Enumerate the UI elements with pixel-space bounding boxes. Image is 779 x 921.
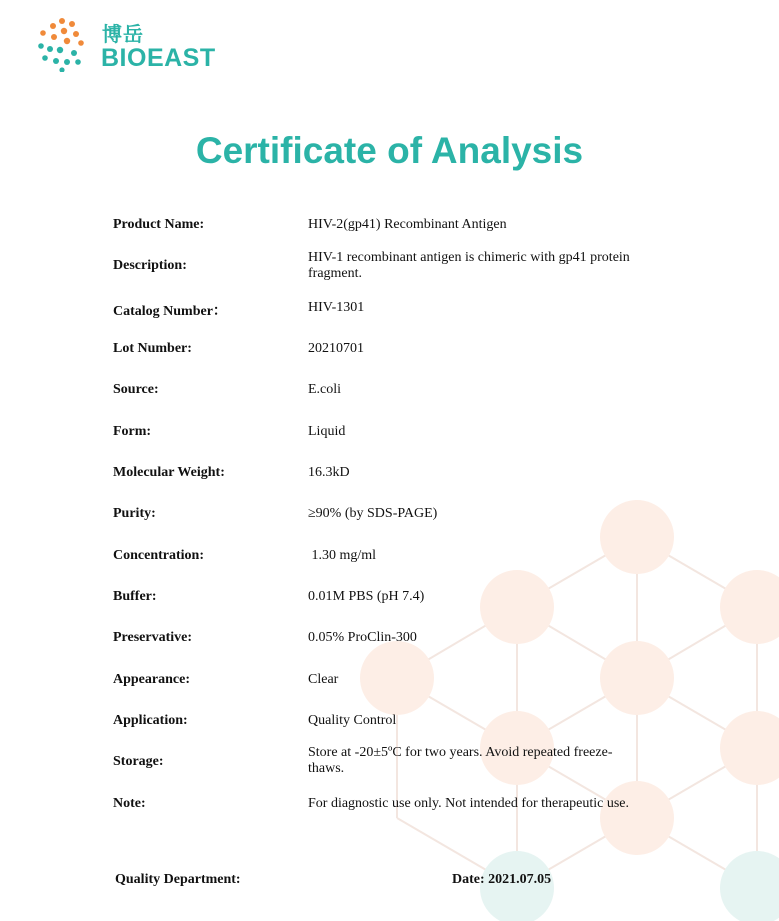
field-value: For diagnostic use only. Not intended for therapeutic use. [308, 796, 630, 811]
field-value: 16.3kD [308, 465, 350, 480]
field-value: Quality Control [308, 713, 397, 728]
field-label: Application: [113, 713, 188, 728]
field-label: Appearance: [113, 672, 190, 687]
field-value: Clear [308, 672, 339, 687]
field-label: Description: [113, 258, 187, 273]
field-label: Lot Number: [113, 341, 192, 356]
field-value: HIV-1 recombinant antigen is chimeric with gp41 protein fragment. [308, 250, 630, 281]
field-value: E.coli [308, 382, 342, 397]
document-title: Certificate of Analysis [195, 130, 584, 171]
field-label: Product Name: [113, 217, 205, 232]
field-value: 20210701 [308, 341, 364, 356]
field-value: 0.01M PBS (pH 7.4) [308, 589, 425, 604]
field-label: Molecular Weight: [113, 465, 225, 480]
logo-english-name: BIOEAST [101, 44, 216, 72]
field-label: Purity: [113, 506, 156, 521]
field-value: ≥90% (by SDS-PAGE) [308, 506, 438, 521]
bioeast-logo [36, 16, 226, 76]
field-label: Storage: [113, 754, 164, 769]
field-value: 1.30 mg/ml [308, 548, 377, 563]
field-value: Liquid [308, 424, 346, 439]
dot-cluster-logo-icon [36, 16, 92, 72]
field-label: Form: [113, 424, 152, 439]
field-value: 0.05% ProClin-300 [308, 630, 417, 645]
field-value: HIV-1301 [308, 300, 365, 315]
field-label: Preservative: [113, 630, 193, 645]
logo-chinese-name: 博岳 [102, 22, 144, 46]
field-label: Source: [113, 382, 159, 397]
field-label: Buffer: [113, 589, 157, 604]
document-date: Date: 2021.07.05 [452, 872, 552, 887]
field-label: Note: [113, 796, 146, 811]
field-value: Store at -20±5ºC for two years. Avoid repeated freeze-thaws. [308, 745, 613, 776]
field-label: Catalog Number： [113, 304, 227, 319]
field-value: HIV-2(gp41) Recombinant Antigen [308, 217, 507, 232]
quality-department-signature-label: Quality Department: [115, 872, 241, 887]
field-label: Concentration: [113, 548, 204, 563]
